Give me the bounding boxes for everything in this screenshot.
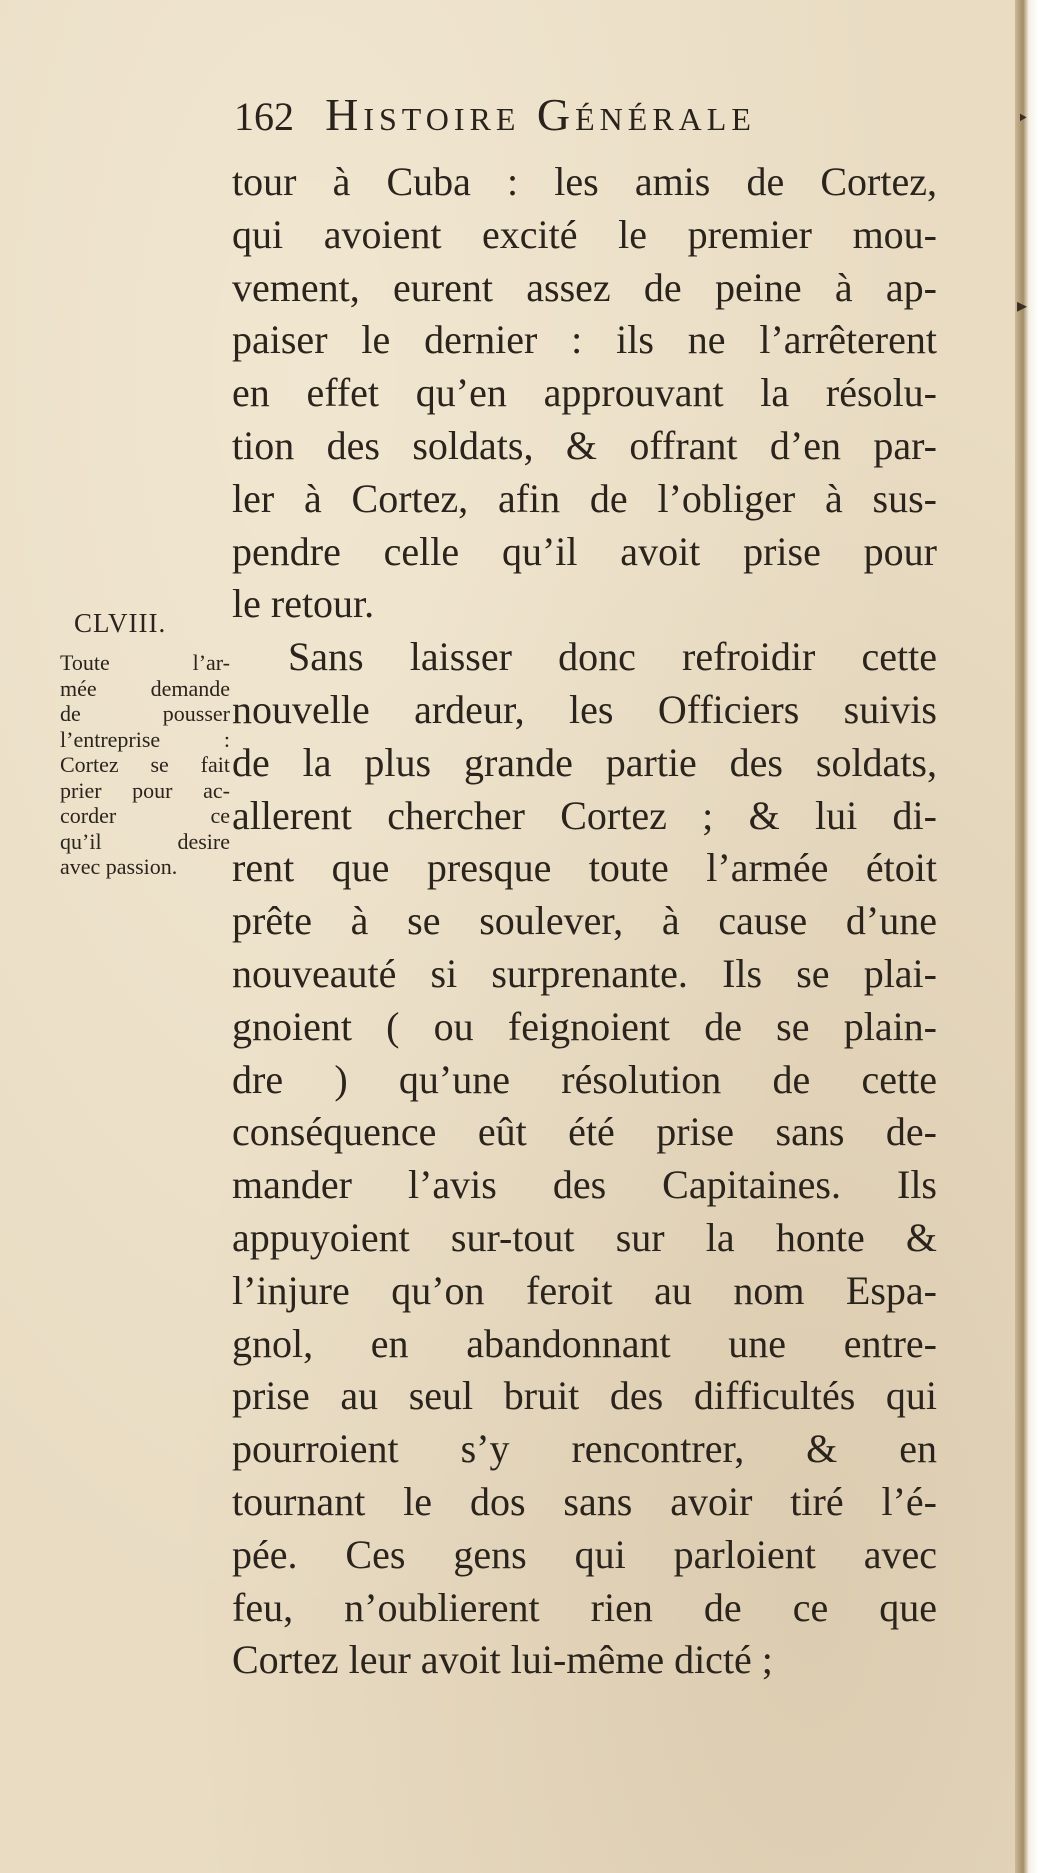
text-line: nouveauté si surprenante. Ils se plai- <box>232 950 937 996</box>
text-line: gnol, en abandonnant une entre- <box>232 1320 937 1366</box>
running-title: Histoire Générale <box>325 89 756 140</box>
page-number: 162 <box>234 94 294 139</box>
text-line: mander l’avis des Capitaines. Ils <box>232 1162 937 1208</box>
margin-note-line: qu’il desire <box>60 828 230 854</box>
text-line: tour à Cuba : les amis de Cortez, <box>232 159 937 204</box>
text-line: en effet qu’en approuvant la résolu- <box>232 370 937 416</box>
margin-note <box>60 650 230 880</box>
text-line: prise au seul bruit des difficultés qui <box>232 1373 937 1419</box>
edge-tick-icon: ‣ <box>1017 106 1029 130</box>
text-line: prête à se soulever, à cause d’une <box>232 898 937 944</box>
text-line: tournant le dos sans avoir tiré l’é- <box>232 1478 937 1524</box>
margin-note-line: Cortez se fait <box>60 752 230 777</box>
margin-note-line: l’entreprise : <box>60 726 230 752</box>
text-line: dre ) qu’une résolution de cette <box>232 1056 937 1102</box>
margin-note-line: corder ce <box>60 803 230 828</box>
text-line: pourroient s’y rencontrer, & en <box>232 1426 937 1472</box>
text-line: Cortez leur avoit lui-même dicté ; <box>232 1637 773 1683</box>
margin-note-line: avec passion. <box>60 854 178 879</box>
text-line: feu, n’oublierent rien de ce que <box>232 1584 937 1630</box>
text-line: Sans laisser donc refroidir cette <box>288 634 937 680</box>
page-header <box>234 88 934 148</box>
text-line: qui avoient excité le premier mou- <box>232 211 937 257</box>
margin-note-line: Toute l’ar- <box>60 650 230 675</box>
text-line: paiser le dernier : ils ne l’arrêterent <box>232 317 937 363</box>
text-line: appuyoient sur-tout sur la honte & <box>232 1214 937 1260</box>
margin-note-line: de pousser <box>60 701 230 726</box>
page-edge <box>1015 0 1038 1873</box>
main-text-block <box>232 156 937 1687</box>
text-line: pée. Ces gens qui parloient avec <box>232 1531 937 1577</box>
text-line: allerent chercher Cortez ; & lui di- <box>232 792 937 838</box>
text-line: conséquence eût été prise sans de- <box>232 1109 937 1155</box>
margin-note-line: prier pour ac- <box>60 777 230 803</box>
edge-arrow-icon: ▸ <box>1017 293 1028 317</box>
text-line: ler à Cortez, afin de l’obliger à sus- <box>232 475 937 521</box>
text-line: de la plus grande partie des soldats, <box>232 739 937 785</box>
text-line: vement, eurent assez de peine à ap- <box>232 264 937 310</box>
text-line: pendre celle qu’il avoit prise pour <box>232 528 937 574</box>
text-line: rent que presque toute l’armée étoit <box>232 845 937 891</box>
text-line: l’injure qu’on feroit au nom Espa- <box>232 1267 937 1313</box>
text-line: nouvelle ardeur, les Officiers suivis <box>232 686 937 732</box>
text-line: le retour. <box>232 581 375 627</box>
margin-note-line: mée demande <box>60 675 230 701</box>
section-number: CLVIII. <box>74 608 167 638</box>
text-line: tion des soldats, & offrant d’en par- <box>232 422 937 468</box>
text-line: gnoient ( ou feignoient de se plain- <box>232 1003 937 1049</box>
